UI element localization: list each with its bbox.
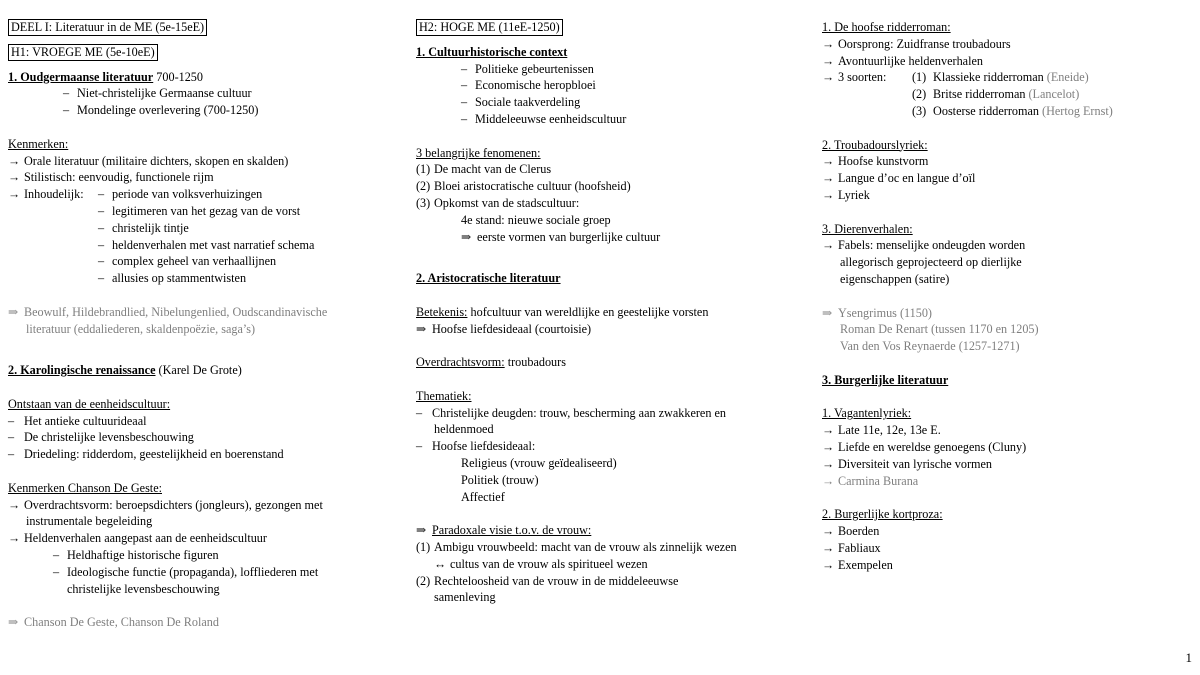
list-item: – legitimeren van het gezag van de vorst [98,203,301,218]
dash-bullet: – [98,187,105,202]
list-item: – Ideologische functie (propaganda), loffliederen met [53,564,319,579]
section-burgerlijk-title: 3. Burgerlijke literatuur [822,372,949,387]
list-item: → Oorsprong: Zuidfranse troubadours [822,36,1011,51]
list-item: ↔ cultus van de vrouw als spiritueel wezen [434,556,648,571]
list-item: – christelijk tintje [98,220,189,235]
arrow-icon: → [8,170,21,185]
kenmerken-heading: Kenmerken: [8,136,69,151]
list-item: → Liefde en wereldse genoegens (Cluny) [822,439,1027,454]
list-item: → Exempelen [822,557,893,572]
examples-line: ⇒ Ysengrimus (1150) [822,305,932,320]
list-item: – heldenverhalen met vast narratief schema [98,237,315,252]
section-cultuurhistorisch-title: 1. Cultuurhistorische context [416,44,568,59]
arrow-icon: → [8,153,21,168]
list-item: Religieus (vrouw geïdealiseerd) [461,455,617,470]
list-item: allegorisch geprojecteerd op dierlijke [840,255,1022,270]
dash-bullet: – [63,86,70,101]
deel-heading: DEEL I: Literatuur in de ME (5e-15eE) [8,19,207,36]
column-2 [416,19,806,606]
ridderroman-heading: 1. De hoofse ridderroman: [822,20,951,34]
chapter-2-heading: H2: HOGE ME (11eE-1250) [416,19,563,36]
double-arrow-icon: ⇒ [8,615,19,630]
list-item: → Overdrachtsvorm: beroepsdichters (jongleurs), gezongen met [8,497,323,512]
list-item: – Economische heropbloei [461,78,596,93]
list-item: – Het antieke cultuurideaal [8,413,147,428]
list-item: → Langue d’oc en langue d’oïl [822,171,976,186]
examples-line: Van den Vos Reynaerde (1257-1271) [840,339,1020,354]
list-item: → Avontuurlijke heldenverhalen [822,53,983,68]
list-item: → Heldenverhalen aangepast aan de eenheidscultuur [8,531,267,546]
list-item: (3) Opkomst van de stadscultuur: [416,195,580,210]
chapter-1-heading: H1: VROEGE ME (5e-10eE) [8,44,158,61]
betekenis-line: Betekenis: hofcultuur van wereldlijke en geestelijke vorsten [416,304,709,319]
list-item: samenleving [434,590,496,605]
section-oudgermaanse-span: 700-1250 [153,69,203,84]
list-item: (2) Rechteloosheid van de vrouw in de middeleeuwse [416,573,679,588]
list-item: – Heldhaftige historische figuren [53,547,219,562]
list-item: → 3 soorten: (1) Klassieke ridderroman (Eneide) [822,70,1089,85]
examples-line: Roman De Renart (tussen 1170 en 1205) [840,322,1039,337]
list-item: (1) Ambigu vrouwbeeld: macht van de vrouw als zinnelijk wezen [416,539,737,554]
list-item: → Hoofse kunstvorm [822,154,929,169]
list-item: (1) De macht van de Clerus [416,162,552,177]
list-item: → Lyriek [822,187,870,202]
list-item: (2) Britse ridderroman (Lancelot) [912,87,1080,102]
chanson-heading: Kenmerken Chanson De Geste: [8,480,162,495]
list-item: – Sociale taakverdeling [461,95,581,110]
list-item: – De christelijke levensbeschouwing [8,430,194,445]
list-item: – Mondelinge overlevering (700-1250) [63,103,259,118]
dierenverhalen-heading: 3. Dierenverhalen: [822,221,913,236]
list-item: – allusies op stammentwisten [98,271,247,286]
list-item: (2) Bloei aristocratische cultuur (hoofsheid) [416,179,631,194]
list-item: → Late 11e, 12e, 13e E. [822,423,941,438]
list-item: eigenschappen (satire) [840,271,950,286]
list-item: – complex geheel van verhaallijnen [98,254,277,269]
column-1: DEEL I: Literatuur in de ME (5e-15eE) H1: VROEGE ME (5e-10eE) 1. Oudgermaanse literatuur 700-1250 – Niet-christelijke Germaanse cultuur – Mondelinge overlevering (700-1250) Kenmerken: → Orale literatuur (militaire dichters, skopen en skalden) → Stilistisch: eenvoudig, functionele rijm → Inhoudelijk: – periode van volksverhuizingen – legitimeren van het gezag van de vorst – christelijk tintje – heldenverhalen met vast narratief schema – complex geheel van verhaallijnen – allusies op stammentwisten ⇒ Beowulf, Hildebrandlied, Nibelungenlied, Oudscandinavische literatuur (eddaliederen, skaldenpoëzie, saga’s) 2. Karolingische renaissance (Karel De Grote) Ontstaan van de eenheidscultuur: – Het antieke cultuurideaal – De christelijke levensbeschouwing – Driedeling: ridderdom, geestelijkheid en boerenstand Kenmerken Chanson De Geste: → Overdrachtsvorm: beroepsdichters (jongleurs), gezongen met instrumentale begeleiding → Heldenverhalen aangepast aan de eenheidscultuur – Heldhaftige historische figuren – Ideologische functie (propaganda), loffliederen met christelijke levensbeschouwing ⇒ Chanson De Geste, Chanson De Roland [8,19,398,631]
list-item: → Stilistisch: eenvoudig, functionele rijm [8,170,214,185]
list-item: → Diversiteit van lyrische vormen [822,456,992,471]
section-karolingisch-title: 2. Karolingische renaissance [8,363,156,378]
examples-line: ⇒ Beowulf, Hildebrandlied, Nibelungenlied, Oudscandinavische [8,304,328,319]
list-item: → Inhoudelijk: – periode van volksverhuizingen [8,187,263,202]
list-item: – Driedeling: ridderdom, geestelijkheid en boerenstand [8,447,284,462]
list-item: – Hoofse liefdesideaal: [416,439,536,454]
thematiek-heading: Thematiek: [416,388,472,403]
list-item: Affectief [461,489,505,504]
list-item: – Christelijke deugden: trouw, bescherming aan zwakkeren en [416,405,726,420]
overdracht-line: Overdrachtsvorm: troubadours [416,355,566,370]
section-aristocratisch-title: 2. Aristocratische literatuur [416,271,561,286]
list-item: – Middeleeuwse eenheidscultuur [461,111,627,126]
examples-line: ⇒ Chanson De Geste, Chanson De Roland [8,615,219,630]
kortproza-heading: 2. Burgerlijke kortproza: [822,507,943,522]
fenomenen-heading: 3 belangrijke fenomenen: [416,145,541,160]
list-item: ⇒ Hoofse liefdesideaal (courtoisie) [416,321,592,336]
visie-heading: ⇒ Paradoxale visie t.o.v. de vrouw: [416,523,592,538]
section-oudgermaanse-title: 1. Oudgermaanse literatuur [8,69,154,84]
examples-line: literatuur (eddaliederen, skaldenpoëzie, saga’s) [26,321,256,336]
list-item: ⇒ eerste vormen van burgerlijke cultuur [461,229,661,244]
arrow-icon: → [8,187,21,202]
list-item: heldenmoed [434,422,494,437]
list-item: instrumentale begeleiding [26,514,153,529]
list-item: (3) Oosterse ridderroman (Hertog Ernst) [912,103,1113,118]
column-3 [822,19,1192,573]
double-arrow-icon: ⇒ [8,304,19,319]
list-item: → Carmina Burana [822,473,919,488]
list-item: → Orale literatuur (militaire dichters, skopen en skalden) [8,153,289,168]
troubadourslyriek-heading: 2. Troubadourslyriek: [822,137,928,152]
list-item: – Politieke gebeurtenissen [461,61,594,76]
list-item: → Fabels: menselijke ondeugden worden [822,238,1026,253]
vagantenlyriek-heading: 1. Vagantenlyriek: [822,406,912,421]
list-item: 4e stand: nieuwe sociale groep [461,212,611,227]
double-arrow-icon: ⇒ [416,523,427,538]
ontstaan-heading: Ontstaan van de eenheidscultuur: [8,396,171,411]
left-right-arrow-icon: ↔ [434,556,447,571]
dash-bullet: – [63,103,70,118]
page-number: 1 [1185,650,1192,666]
list-item: Politiek (trouw) [461,472,539,487]
double-arrow-icon: ⇒ [461,229,472,244]
double-arrow-icon: ⇒ [416,321,427,336]
list-item: → Boerden [822,523,880,538]
list-item: → Fabliaux [822,540,881,555]
double-arrow-icon: ⇒ [822,305,833,320]
list-item: – Niet-christelijke Germaanse cultuur [63,86,252,101]
list-item: christelijke levensbeschouwing [67,581,220,596]
